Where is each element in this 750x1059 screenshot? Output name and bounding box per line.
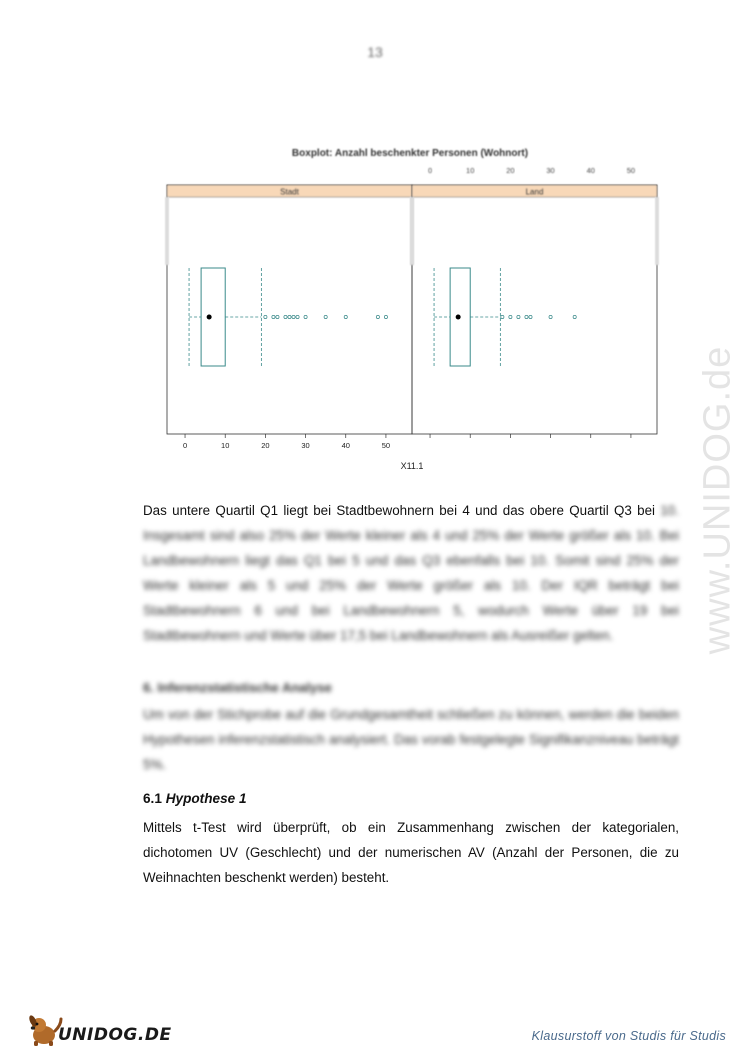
watermark-text: www.UNIDOG.de [696, 345, 739, 655]
section-number: 6.1 [143, 791, 162, 806]
panel-shade-left [165, 197, 169, 265]
outlier-land-1 [509, 315, 512, 318]
tick-label-bottom-50: 50 [381, 441, 391, 450]
paragraph-quartiles-rest: 10. Insgesamt sind also 25% der Werte kleiner als 4 und 25% der Werte größer als 10. Bei Landbewohnern liegt das Q1 bei 5 und das Q3 ebenfalls bei 10. Somit sind 25% der Werte kleiner als 5 und 25% der Werte größer als 10. Der IQR beträgt bei Stadtbewohnern 6 und bei Landbewohnern 5, wodurch Werte über 19 bei Stadtbewohnern und Werte über 17,5 bei Landbewohnern als Ausreißer gelten. [143, 503, 679, 643]
strip-label-land: Land [525, 187, 544, 197]
tick-label-top-50: 50 [626, 166, 636, 175]
panel-frame-stadt [167, 185, 412, 434]
outlier-land-6 [573, 315, 576, 318]
tick-label-top-40: 40 [586, 166, 595, 175]
footer-tagline: Klausurstoff von Studis für Studis [531, 1029, 726, 1043]
panel-shade-right [655, 197, 659, 265]
unidog-logo [24, 1013, 172, 1047]
tick-label-bottom-30: 30 [301, 441, 310, 450]
x-axis-label: X11.1 [400, 461, 424, 471]
tick-label-bottom-0: 0 [182, 441, 188, 450]
outlier-stadt-4 [288, 315, 291, 318]
paragraph-quartiles [143, 498, 679, 648]
outlier-stadt-11 [384, 315, 387, 318]
page-number: 13 [367, 44, 383, 60]
tick-label-bottom-40: 40 [341, 441, 350, 450]
outlier-stadt-5 [292, 315, 295, 318]
chart-title: Boxplot: Anzahl beschenkter Personen (Wohnort) [291, 148, 529, 159]
outlier-land-5 [549, 315, 552, 318]
section-heading-6: 6. Inferenzstatistische Analyse [143, 680, 332, 695]
median-stadt [207, 315, 212, 320]
tick-label-bottom-20: 20 [261, 441, 270, 450]
outlier-stadt-10 [376, 315, 379, 318]
paragraph-hypothesis-1: Mittels t-Test wird überprüft, ob ein Zusammenhang zwischen der kategorialen, dichotomen UV (Geschlecht) und der numerischen AV (Anzahl der Personen, die zu Weihnachten beschenkt werden) besteht. [143, 820, 679, 885]
outlier-stadt-9 [344, 315, 347, 318]
panel-shade-left [410, 197, 414, 265]
outlier-land-4 [529, 315, 532, 318]
tick-label-top-10: 10 [466, 166, 475, 175]
outlier-land-2 [517, 315, 520, 318]
boxplot-chart [150, 140, 670, 475]
boxplot-svg [150, 140, 670, 475]
outlier-stadt-1 [272, 315, 275, 318]
tick-label-top-20: 20 [506, 166, 515, 175]
outlier-land-3 [525, 315, 528, 318]
strip-label-stadt: Stadt [280, 187, 299, 197]
tick-label-top-30: 30 [546, 166, 555, 175]
section-heading-6-1 [143, 791, 247, 806]
paragraph-inference: Um von der Stichprobe auf die Grundgesamtheit schließen zu können, werden die beiden Hypothesen inferenzstatistisch analysiert. Das vorab festgelegte Signifikanzniveau beträgt 5%. [143, 707, 679, 772]
outlier-stadt-7 [304, 315, 307, 318]
box-stadt [201, 268, 225, 366]
tick-label-bottom-10: 10 [221, 441, 230, 450]
panel-frame-land [412, 185, 657, 434]
outlier-stadt-2 [276, 315, 279, 318]
median-land [456, 315, 461, 320]
tick-label-top-0: 0 [427, 166, 433, 175]
outlier-land-0 [501, 315, 504, 318]
outlier-stadt-3 [284, 315, 287, 318]
paragraph-quartiles-first-line: Das untere Quartil Q1 liegt bei Stadtbewohnern bei 4 und das obere Quartil Q3 bei [143, 503, 656, 518]
logo-text: UNIDOG.DE [58, 1025, 172, 1045]
outlier-stadt-8 [324, 315, 327, 318]
outlier-stadt-6 [296, 315, 299, 318]
outlier-stadt-0 [264, 315, 267, 318]
section-title: Hypothese 1 [165, 791, 247, 806]
